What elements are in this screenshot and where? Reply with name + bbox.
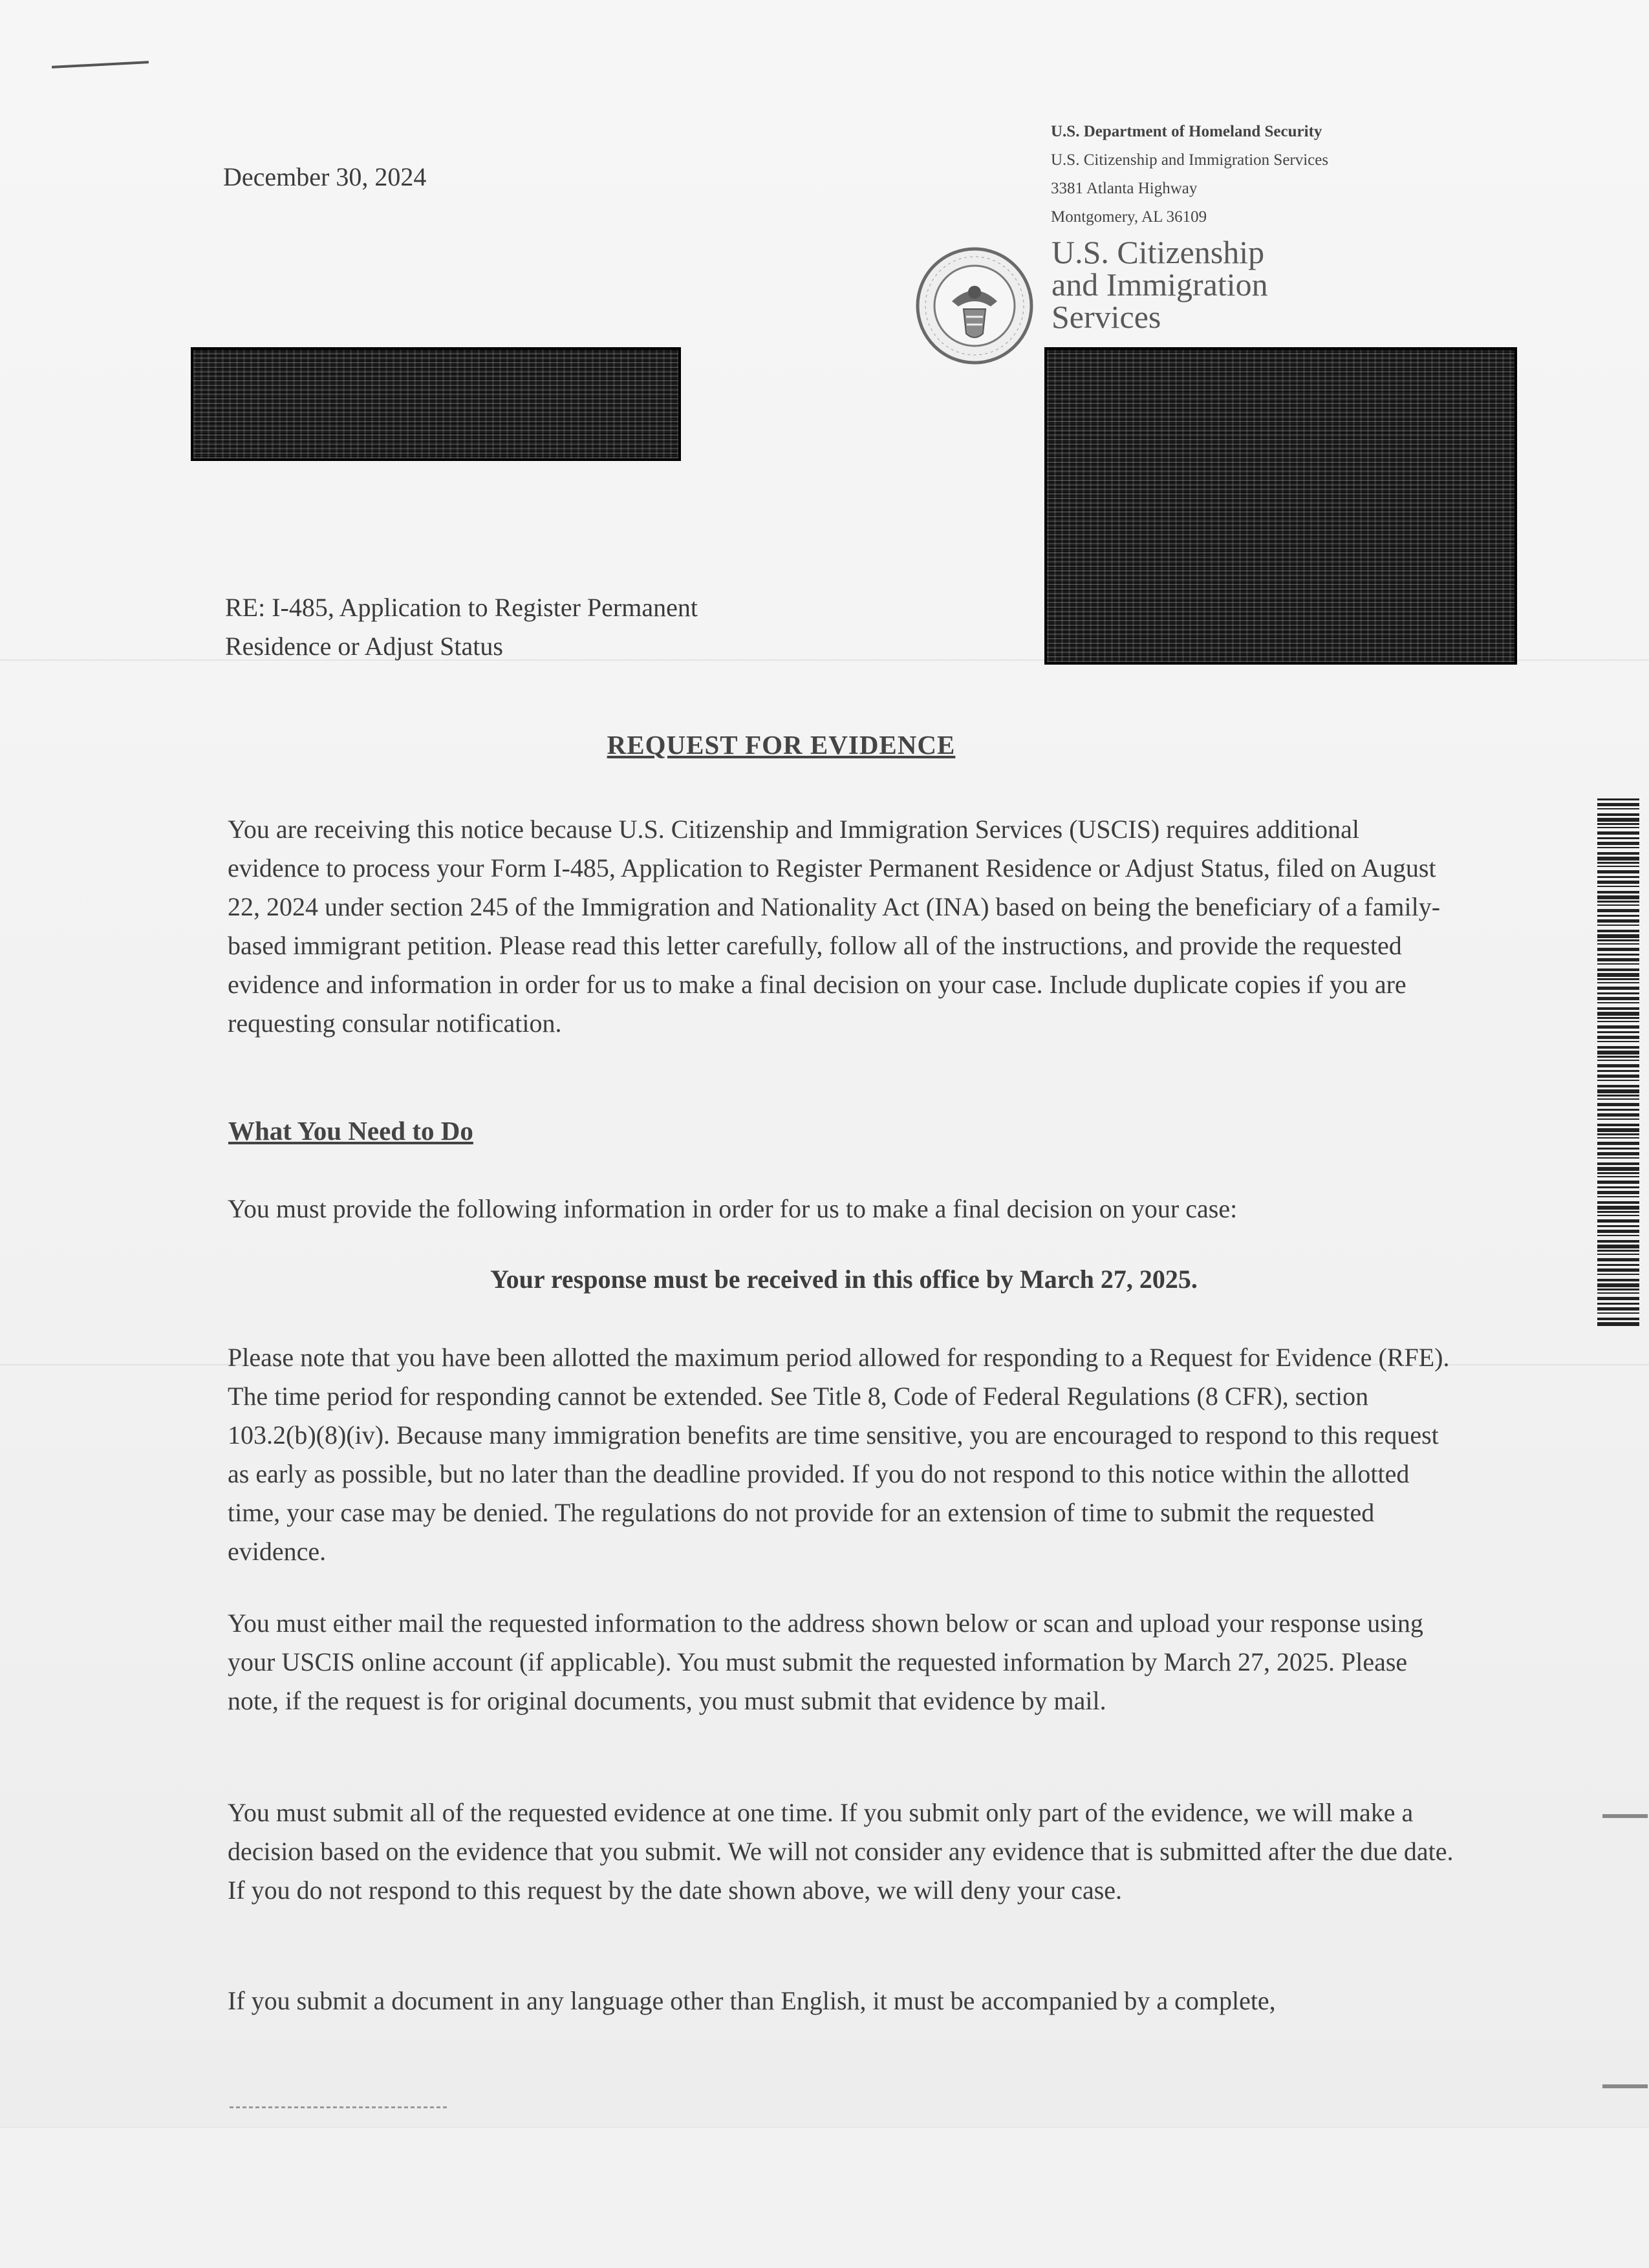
barcode-bar: [1597, 1075, 1639, 1078]
barcode-bar: [1597, 862, 1639, 864]
barcode-bar: [1597, 1215, 1639, 1216]
barcode-bar: [1597, 1225, 1639, 1227]
barcode-bar: [1597, 987, 1639, 990]
barcode-bar: [1597, 943, 1639, 945]
what-to-do-paragraph: You must provide the following information in order for us to make a final decision on your case:: [228, 1194, 1238, 1223]
barcode-bar: [1597, 1322, 1639, 1326]
barcode-bar: [1597, 915, 1639, 917]
uscis-wordmark-line: and Immigration: [1051, 266, 1268, 303]
barcode-bar: [1597, 934, 1639, 938]
barcode-bar: [1597, 818, 1639, 822]
barcode-bar: [1597, 870, 1639, 873]
barcode-bar: [1597, 1012, 1639, 1016]
barcode-bar: [1597, 1118, 1639, 1120]
barcode-bar: [1597, 1128, 1639, 1132]
barcode-bar: [1597, 1046, 1639, 1049]
barcode-bar: [1597, 1103, 1639, 1106]
barcode-bar: [1597, 1176, 1639, 1177]
barcode-bar: [1597, 1070, 1639, 1072]
barcode-bar: [1597, 1148, 1639, 1150]
dhs-seal-icon: [913, 244, 1036, 367]
barcode-bar: [1597, 978, 1639, 980]
barcode-bar: [1597, 842, 1639, 845]
barcode-bar: [1597, 1025, 1639, 1029]
intro-paragraph: You are receiving this notice because U.S. Citizenship and Immigration Services (USCIS) requires additional evidence to process your Form I-485, Application to Register Permanent Residence or Adjust Status, filed on August 22, 2024 under section 245 of the Immigration and Nationality Act (INA) based on being the beneficiary of a family-based immigrant petition. Please read this letter carefully, follow all of the instructions, and provide the requested evidence and information in order for us to make a final decision on your case. Include duplicate copies if you are requesting consular notification.: [228, 815, 1441, 1038]
footer-scan-artifact: [230, 2106, 449, 2108]
barcode-bar: [1597, 886, 1639, 887]
barcode-bar: [1597, 1196, 1639, 1197]
barcode-bar: [1597, 1089, 1639, 1093]
barcode-bar: [1597, 1157, 1639, 1159]
barcode-bar: [1597, 939, 1639, 941]
barcode-bar: [1597, 1206, 1639, 1210]
uscis-wordmark-line: Services: [1051, 299, 1161, 335]
translation-paragraph: If you submit a document in any language other than English, it must be accompanied by a complete,: [228, 1986, 1276, 2015]
barcode-bar: [1597, 1201, 1639, 1204]
response-period-paragraph: Please note that you have been allotted the maximum period allowed for responding to a Request for Evidence (RFE). The time period for responding cannot be extended. See Title 8, Code of Federal Regulations (8 CFR), section 103.2(b)(8)(iv). Because many immigration benefits are time sensitive, you are encouraged to respond to this request as early as possible, but no later than the deadline provided. If you do not respond to this notice within the allotted time, your case may be denied. The regulations do not provide for an extension of time to submit the requested evidence.: [228, 1343, 1450, 1566]
barcode-bar: [1597, 1181, 1639, 1184]
re-subject-line: RE: I-485, Application to Register Permanent: [225, 593, 698, 622]
barcode-bar: [1597, 1051, 1639, 1054]
barcode-bar: [1597, 1250, 1639, 1252]
barcode-bar: [1597, 919, 1639, 923]
barcode-bar: [1597, 1064, 1639, 1067]
barcode-bar: [1597, 1258, 1639, 1261]
barcode-bar: [1597, 1041, 1639, 1042]
barcode-bar: [1597, 876, 1639, 878]
barcode-bar: [1597, 904, 1639, 906]
barcode-bar: [1597, 847, 1639, 848]
barcode-bar: [1597, 1098, 1639, 1100]
barcode-bar: [1597, 1007, 1639, 1010]
letter-date: December 30, 2024: [223, 162, 427, 191]
barcode-bar: [1597, 1297, 1639, 1300]
barcode-bar: [1597, 823, 1639, 825]
barcode-bar: [1597, 857, 1639, 861]
barcode-bar: [1597, 1085, 1639, 1087]
page-bottom-edge: [0, 2127, 1649, 2268]
barcode-bar: [1597, 813, 1639, 816]
barcode-bar: [1597, 958, 1639, 961]
barcode-bar: [1597, 1283, 1639, 1287]
barcode-bar: [1597, 1303, 1639, 1305]
barcode-bar: [1597, 1219, 1639, 1223]
barcode-bar: [1597, 1031, 1639, 1033]
barcode-bar: [1597, 1137, 1639, 1139]
barcode-bar: [1597, 798, 1639, 800]
barcode-bar: [1597, 808, 1639, 809]
uscis-wordmark: [1051, 236, 1268, 333]
agency-address: [1051, 118, 1328, 231]
barcode-bar: [1597, 1162, 1639, 1165]
submit-all-paragraph: You must submit all of the requested evidence at one time. If you submit only part of the evidence, we will make a decision based on the evidence that you submit. We will not consider any evidence that is submitted after the due date. If you do not respond to this request by the date shown above, we will deny your case.: [228, 1798, 1454, 1905]
submission-method-paragraph: You must either mail the requested information to the address shown below or scan and upload your response using your USCIS online account (if applicable). You must submit the requested information by March 27, 2025. Please note, if the request is for original documents, you must submit that evidence by mail.: [228, 1609, 1423, 1715]
barcode-bar: [1597, 1133, 1639, 1135]
barcode-bar: [1597, 1211, 1639, 1213]
barcode-bar: [1597, 1230, 1639, 1233]
uscis-wordmark-line: U.S. Citizenship: [1051, 234, 1265, 270]
barcode-bar: [1597, 1095, 1639, 1097]
barcode-bar: [1597, 1080, 1639, 1081]
barcode-bar: [1597, 881, 1639, 884]
barcode-bar: [1597, 866, 1639, 867]
re-subject-line: Residence or Adjust Status: [225, 632, 503, 661]
section-heading: What You Need to Do: [228, 1116, 473, 1146]
response-deadline: [0, 1264, 1649, 1294]
barcode-bar: [1597, 891, 1639, 893]
barcode-bar: [1597, 1113, 1639, 1117]
barcode-bar: [1597, 1240, 1639, 1243]
barcode-bar: [1597, 997, 1639, 1000]
barcode-bar: [1597, 831, 1639, 835]
barcode-bar: [1597, 982, 1639, 983]
barcode-bar: [1597, 1056, 1639, 1058]
barcode-bar: [1597, 827, 1639, 828]
barcode-bar: [1597, 963, 1639, 965]
barcode: [1597, 798, 1639, 1325]
agency-city: Montgomery, AL 36109: [1051, 208, 1207, 226]
barcode-bar: [1597, 1268, 1639, 1272]
barcode-bar: [1597, 1186, 1639, 1188]
barcode-bar: [1597, 901, 1639, 903]
barcode-bar: [1597, 1002, 1639, 1003]
barcode-bar: [1597, 930, 1639, 932]
barcode-bar: [1597, 925, 1639, 926]
barcode-bar: [1597, 803, 1639, 806]
agency-department: U.S. Department of Homeland Security: [1051, 123, 1322, 140]
barcode-bar: [1597, 852, 1639, 855]
barcode-bar: [1597, 1292, 1639, 1294]
barcode-bar: [1597, 1124, 1639, 1126]
barcode-bar: [1597, 1017, 1639, 1019]
barcode-bar: [1597, 973, 1639, 977]
barcode-bar: [1597, 1021, 1639, 1022]
document-title-text: REQUEST FOR EVIDENCE: [607, 730, 956, 760]
barcode-bar: [1597, 948, 1639, 951]
barcode-bar: [1597, 1318, 1639, 1320]
barcode-bar: [1597, 1172, 1639, 1174]
barcode-bar: [1597, 1264, 1639, 1266]
edge-mark: [1602, 1814, 1648, 1818]
barcode-bar: [1597, 1152, 1639, 1155]
barcode-bar: [1597, 1245, 1639, 1248]
barcode-bar: [1597, 1289, 1639, 1290]
barcode-bar: [1597, 1036, 1639, 1039]
barcode-bar: [1597, 1254, 1639, 1255]
redacted-case-info: [1044, 347, 1517, 665]
edge-mark: [1602, 2084, 1648, 2088]
re-subject: [225, 588, 698, 666]
barcode-bar: [1597, 1109, 1639, 1111]
barcode-bar: [1597, 909, 1639, 912]
barcode-bar: [1597, 1167, 1639, 1171]
barcode-bar: [1597, 1235, 1639, 1236]
barcode-bar: [1597, 1312, 1639, 1314]
response-deadline-text: Your response must be received in this office by March 27, 2025.: [490, 1265, 1198, 1294]
barcode-bar: [1597, 968, 1639, 971]
barcode-bar: [1597, 1142, 1639, 1145]
barcode-bar: [1597, 895, 1639, 899]
barcode-bar: [1597, 1274, 1639, 1275]
barcode-bar: [1597, 1279, 1639, 1281]
agency-office: U.S. Citizenship and Immigration Services: [1051, 151, 1329, 169]
barcode-bar: [1597, 1307, 1639, 1311]
document-title: [0, 729, 1649, 760]
redacted-recipient-address: [191, 347, 681, 461]
barcode-bar: [1597, 992, 1639, 994]
barcode-bar: [1597, 1060, 1639, 1061]
barcode-bar: [1597, 1191, 1639, 1194]
agency-street: 3381 Atlanta Highway: [1051, 180, 1198, 197]
barcode-bar: [1597, 837, 1639, 839]
barcode-bar: [1597, 954, 1639, 956]
